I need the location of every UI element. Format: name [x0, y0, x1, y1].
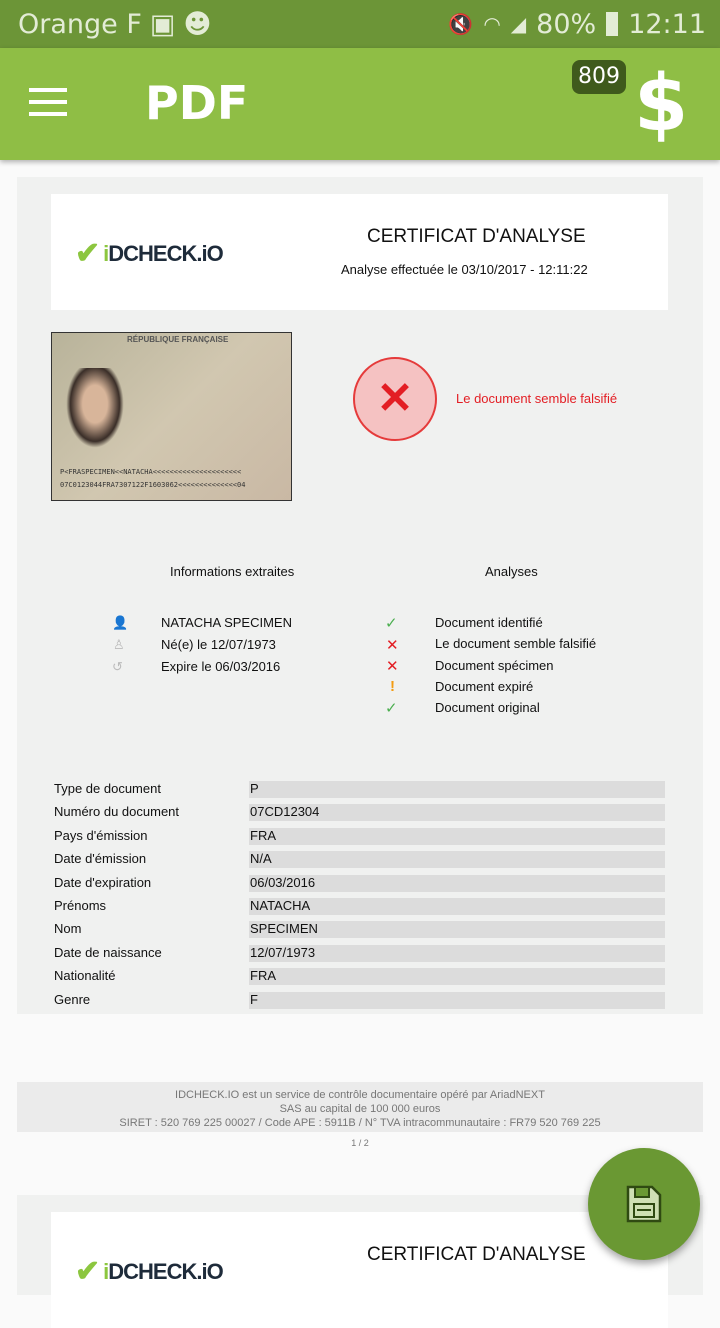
floppy-disk-icon — [626, 1185, 662, 1223]
field-label: Type de document — [54, 781, 161, 796]
warning-icon: ! — [390, 678, 395, 695]
analysis-item: Document original — [435, 700, 540, 715]
status-bar — [0, 0, 720, 48]
mute-icon: 🔇 — [448, 12, 474, 36]
pdf-footer: IDCHECK.IO est un service de contrôle documentaire opéré par AriadNEXT SAS au capital de 100 000 euros SIRET : 520 769 225 00027 / Code APE : 5911B / N° TVA intracommunautaire : FR79 520 769 225 — [17, 1082, 703, 1132]
clock: 12:11 — [628, 8, 706, 40]
person-icon: 👤 — [112, 615, 129, 630]
analyses-title: Analyses — [485, 564, 538, 579]
signal-icon: ◢ — [510, 12, 527, 36]
falsified-x-icon: ✕ — [353, 357, 437, 441]
carrier: Orange F — [18, 8, 142, 40]
save-button[interactable] — [588, 1148, 700, 1260]
certificate-title: CERTIFICAT D'ANALYSE — [367, 1244, 586, 1265]
field-value: F — [249, 992, 665, 1009]
field-value: FRA — [249, 968, 665, 985]
analysis-item: Document spécimen — [435, 658, 554, 673]
battery-level: 80% — [536, 8, 597, 40]
field-value: 12/07/1973 — [249, 945, 665, 962]
passport-image: RÉPUBLIQUE FRANÇAISE P<FRASPECIMEN<<NATACHA<<<<<<<<<<<<<<<<<<<<< 07C0123044FRA7307122F1603062<<<<<<<<<<<<<<04 — [51, 332, 292, 501]
certificate-header — [51, 194, 668, 310]
app-bar — [0, 48, 720, 160]
field-label: Prénoms — [54, 898, 107, 913]
field-label: Date de naissance — [54, 944, 162, 960]
page-number: 1 / 2 — [351, 1138, 369, 1148]
expiry-date: Expire le 06/03/2016 — [161, 659, 281, 674]
battery-icon — [606, 12, 618, 36]
field-value: P — [249, 781, 665, 798]
idcheck-logo: ✔ i DCHECK.iO — [75, 1255, 223, 1288]
field-row — [54, 781, 666, 799]
field-row — [54, 804, 666, 822]
field-row — [54, 875, 666, 893]
idcheck-logo: ✔ i DCHECK.iO — [75, 237, 223, 270]
menu-icon[interactable] — [29, 88, 67, 116]
pdf-page-1[interactable] — [17, 177, 703, 1014]
birth-date: Né(e) le 12/07/1973 — [161, 637, 276, 652]
field-label: Numéro du document — [54, 804, 180, 820]
holder-name: NATACHA SPECIMEN — [161, 615, 292, 630]
field-label: Date d'expiration — [54, 874, 152, 890]
history-icon: ↺ — [112, 659, 123, 674]
analysis-item: Document expiré — [435, 679, 534, 694]
field-label: Genre — [54, 991, 91, 1007]
field-value: SPECIMEN — [249, 921, 665, 938]
certificate-header — [51, 1212, 668, 1328]
wifi-icon: ◠ — [483, 12, 501, 36]
baby-icon: ♙ — [113, 637, 125, 652]
field-row — [54, 921, 666, 939]
field-row — [54, 828, 666, 846]
check-icon: ✓ — [385, 700, 398, 717]
info-title: Informations extraites — [170, 564, 295, 579]
field-value: 06/03/2016 — [249, 875, 665, 892]
field-value: FRA — [249, 828, 665, 845]
field-label: Nationalité — [54, 968, 116, 984]
field-label: Date d'émission — [54, 851, 147, 867]
field-row — [54, 992, 666, 1010]
analysis-item: Document identifié — [435, 615, 543, 630]
verdict-text: Le document semble falsifié — [456, 391, 618, 406]
field-row — [54, 898, 666, 916]
image-notification-icon: ▣ — [149, 8, 176, 40]
field-row — [54, 851, 666, 869]
cross-icon: ✕ — [386, 658, 399, 675]
field-row — [54, 945, 666, 963]
check-icon: ✓ — [385, 615, 398, 632]
field-value: 07CD12304 — [249, 804, 665, 821]
analysis-date: Analyse effectuée le 03/10/2017 - 12:11:22 — [341, 262, 588, 277]
field-label: Nom — [54, 921, 82, 937]
field-label: Pays d'émission — [54, 827, 148, 843]
certificate-title: CERTIFICAT D'ANALYSE — [367, 226, 586, 247]
credits-badge: 809 — [572, 60, 626, 94]
credits-button[interactable]: $ — [634, 59, 689, 149]
cross-icon: ✕ — [386, 637, 399, 654]
page-title: PDF — [145, 76, 249, 130]
analysis-item: Le document semble falsifié — [435, 636, 597, 651]
field-value: N/A — [249, 851, 665, 868]
face-notification-icon: ☻ — [183, 8, 212, 40]
field-row — [54, 968, 666, 986]
field-value: NATACHA — [249, 898, 665, 915]
